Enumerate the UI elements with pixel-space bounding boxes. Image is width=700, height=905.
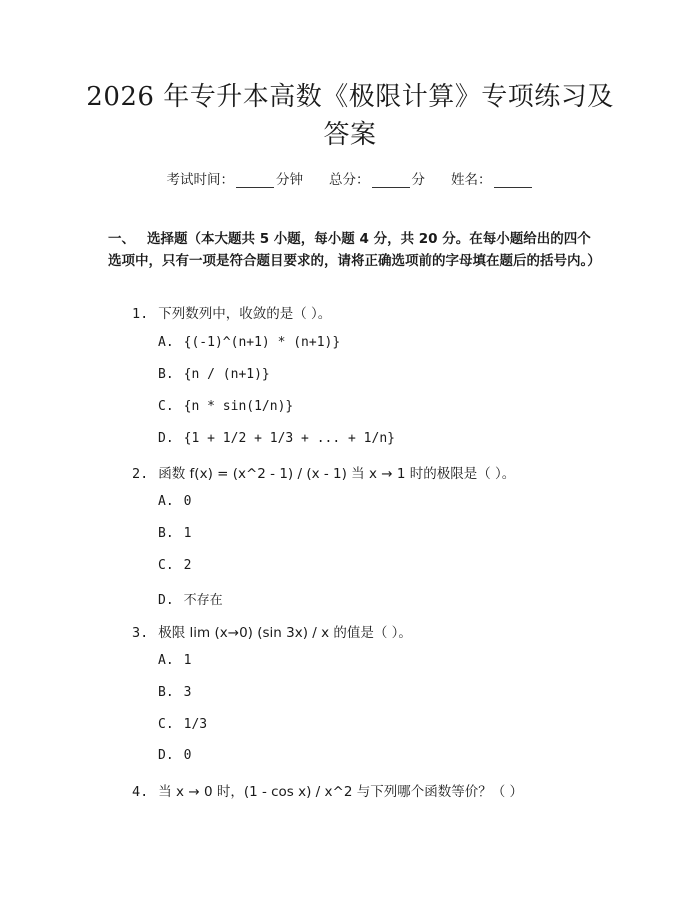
exam-time-label: 考试时间： (166, 172, 234, 188)
option-text: {1 + 1/2 + 1/3 + ... + 1/n} (183, 431, 395, 446)
option-letter: A. (158, 653, 174, 668)
exam-time-field (167, 168, 304, 188)
section-heading (108, 228, 601, 272)
option-2a (158, 494, 191, 509)
option-text: 0 (183, 748, 192, 763)
option-3a (158, 653, 191, 668)
option-letter: B. (158, 526, 174, 541)
option-2b (158, 526, 191, 541)
name-blank (494, 173, 532, 188)
total-score-field (329, 168, 425, 188)
option-letter: C. (158, 717, 174, 732)
question-text: 函数 f(x) = (x^2 - 1) / (x - 1) 当 x → 1 时的极限是（ ）。 (158, 466, 516, 482)
option-2c (158, 558, 191, 573)
option-1d (158, 431, 395, 446)
name-field (451, 168, 534, 188)
question-text: 当 x → 0 时，(1 - cos x) / x^2 与下列哪个函数等价？（ ） (158, 784, 523, 800)
total-score-unit: 分 (411, 172, 425, 188)
option-text: {(-1)^(n+1) * (n+1)} (183, 335, 341, 350)
exam-time-blank (236, 173, 274, 188)
page-title (70, 78, 630, 154)
option-3d (158, 748, 191, 763)
question-text: 下列数列中，收敛的是（ ）。 (158, 306, 332, 322)
question-number: 4. (132, 784, 149, 800)
option-3c (158, 717, 207, 732)
question-1 (132, 302, 331, 322)
option-text: 0 (183, 494, 192, 509)
total-score-label: 总分： (329, 172, 370, 188)
option-letter: B. (158, 367, 174, 382)
title-line-2: 答案 (323, 120, 377, 150)
question-number: 1. (132, 306, 149, 322)
option-letter: D. (158, 748, 174, 763)
option-1b (158, 367, 270, 382)
exam-meta (0, 168, 700, 188)
section-instructions: 选择题（本大题共 5 小题，每小题 4 分，共 20 分。在每小题给出的四个选项中，只有一项是符合题目要求的，请将正确选项前的字母填在题后的括号内。） (108, 231, 601, 269)
option-text: 不存在 (183, 593, 223, 608)
option-letter: B. (158, 685, 174, 700)
option-letter: C. (158, 558, 174, 573)
option-letter: A. (158, 335, 174, 350)
option-1a (158, 335, 340, 350)
option-text: 1 (183, 653, 192, 668)
exam-time-unit: 分钟 (276, 172, 303, 188)
option-letter: D. (158, 593, 174, 608)
question-number: 3. (132, 625, 149, 641)
question-2 (132, 462, 515, 482)
option-text: 2 (183, 558, 192, 573)
option-text: 3 (183, 685, 192, 700)
option-text: {n * sin(1/n)} (183, 399, 294, 414)
question-number: 2. (132, 466, 149, 482)
option-3b (158, 685, 191, 700)
option-text: {n / (n+1)} (183, 367, 270, 382)
name-label: 姓名： (451, 172, 492, 188)
option-2d (158, 589, 223, 608)
option-letter: A. (158, 494, 174, 509)
question-4 (132, 780, 523, 800)
option-letter: C. (158, 399, 174, 414)
option-1c (158, 399, 293, 414)
total-score-blank (372, 173, 410, 188)
option-text: 1 (183, 526, 192, 541)
question-3 (132, 621, 412, 641)
question-text: 极限 lim (x→0) (sin 3x) / x 的值是（ ）。 (158, 625, 412, 641)
option-letter: D. (158, 431, 174, 446)
option-text: 1/3 (183, 717, 208, 732)
title-line-1: 2026 年专升本高数《极限计算》专项练习及 (86, 82, 614, 112)
section-number: 一、 (108, 231, 135, 247)
